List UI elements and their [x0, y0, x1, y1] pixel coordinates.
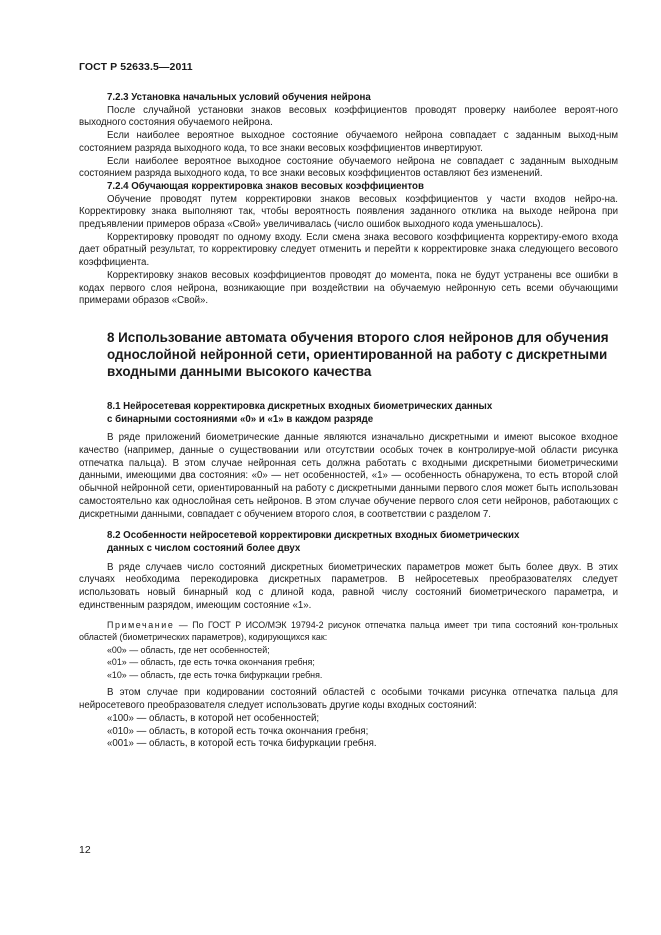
paragraph: Обучение проводят путем корректировки знаков весовых коэффициентов у части входов нейро-на. Корректировку знака выполняют так, чтобы вероятность появления заданного отклика на выходе нейрона при предъявлении примеров образа «Свой» увеличивалась (число ошибок выходного кода уменьшалось).: [79, 193, 618, 231]
list-item: «001» — область, в которой есть точка бифуркации гребня.: [107, 738, 377, 750]
list-item: «100» — область, в которой нет особенностей;: [107, 712, 320, 724]
heading-line: 8.2 Особенности нейросетевой корректировки дискретных входных биометрических: [107, 530, 520, 542]
heading-line: с бинарными состояниями «0» и «1» в каждом разряде: [107, 413, 374, 425]
section-8-2-heading: [79, 530, 618, 555]
page-number: 12: [79, 844, 91, 856]
code-list: [79, 713, 618, 751]
note-label: Примечание: [107, 619, 175, 630]
note-text: — По ГОСТ Р ИСО/МЭК 19794-2 рисунок отпечатка пальца имеет три типа состояний кон-трольных областей (биометрических параметров), кодирующихся как:: [79, 619, 618, 643]
list-item: «01» — область, где есть точка окончания гребня;: [107, 657, 315, 668]
paragraph: Если наиболее вероятное выходное состояние обучаемого нейрона совпадает с заданным выход-ным состоянием разряда выходного кода, то все знаки весовых коэффициентов инвертируют.: [79, 130, 618, 154]
section-7-2-3-heading: 7.2.3 Установка начальных условий обучения нейрона: [107, 92, 371, 103]
section-8-heading: 8 Использование автомата обучения второго слоя нейронов для обучения однослойной нейронной сети, ориентированной на работу с дискретными входными данными высокого качества: [107, 329, 609, 379]
paragraph: Корректировку проводят по одному входу. Если смена знака весового коэффициента корректиру-емого входа дает обратный результат, то корректировку следует отменить и перейти к корректировке знака следующего весового коэффициента.: [79, 231, 618, 269]
paragraph: Корректировку знаков весовых коэффициентов проводят до момента, пока не будут устранены все ошибки в кодах первого слоя нейрона, возникающие при воздействии на обучаемую нейронную сеть всеми обучающими примерами образов «Свой».: [79, 269, 618, 307]
document-header: ГОСТ Р 52633.5—2011: [79, 61, 193, 73]
list-item: «010» — область, в которой есть точка окончания гребня;: [107, 725, 369, 737]
list-item: «10» — область, где есть точка бифуркации гребня.: [107, 669, 323, 680]
section-8-1-heading: [79, 401, 618, 426]
note-code-list: [79, 644, 618, 682]
heading-line: данных с числом состояний более двух: [107, 542, 301, 554]
heading-line: 8.1 Нейросетевая корректировка дискретных входных биометрических данных: [107, 400, 493, 412]
paragraph: В этом случае при кодировании состояний областей с особыми точками рисунка отпечатка пальца для нейросетевого преобразователя следует использовать другие коды входных состояний:: [79, 687, 618, 712]
section-7-2-4-heading: 7.2.4 Обучающая корректировка знаков весовых коэффициентов: [107, 180, 424, 192]
list-item: «00» — область, где нет особенностей;: [107, 644, 270, 655]
paragraph: В ряде приложений биометрические данные являются изначально дискретными и имеют высокое входное качество (например, данные о существовании или отсутствии особых точек в контролируе-мой области рисунка отпечатка пальца). В этом случае нейронная сеть должна работать с входными дискретными биометрическими данными, имеющими два состояния: «0» — нет особенностей, «1» — особенность обнаружена, то есть второй слой обычной нейронной сети, ориентированный на работу с дискретными данными первого слоя может быть использован самостоятельно как однослойная сеть нейронов. В этом случае обучение первого слоя сети нейронов, работающих с дискретными данными, совпадает с обучением второго слоя, в соответствии с разделом 7.: [79, 432, 618, 520]
paragraph: Если наиболее вероятное выходное состояние обучаемого нейрона не совпадает с заданным выходным состоянием разряда выходного кода, то все знаки весовых коэффициентов оставляют без изменений.: [79, 155, 618, 180]
paragraph: После случайной установки знаков весовых коэффициентов проводят проверку наиболее вероят-ного выходного состояния обучаемого нейрона.: [79, 104, 618, 129]
note-paragraph: [79, 619, 618, 644]
document-body: [79, 92, 618, 751]
paragraph: В ряде случаев число состояний дискретных биометрических параметров может быть более двух. В этих случаях необходима перекодировка дискретных параметров. В нейросетевых преобразователях следует использовать новый бинарный код с длиной кода, равной числу состояний биометрического параметра, и единственным разрядом, имеющим состояние «1».: [79, 561, 618, 611]
